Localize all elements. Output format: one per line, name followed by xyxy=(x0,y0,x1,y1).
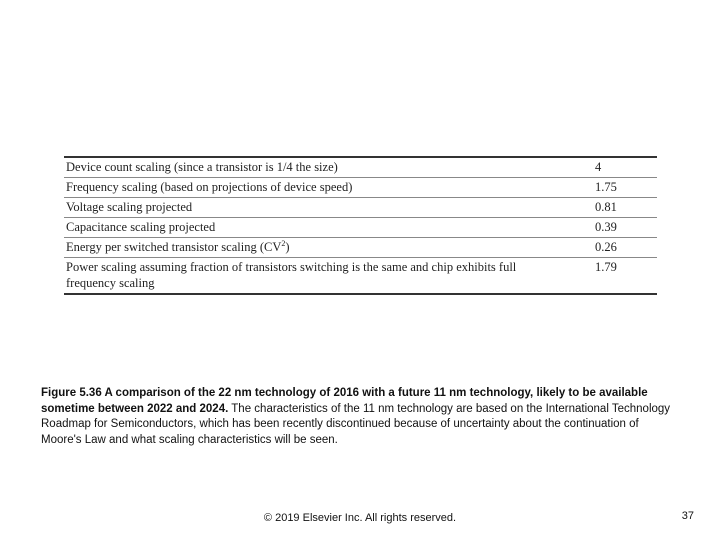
superscript: 2 xyxy=(281,238,286,248)
caption-bold: Figure 5.36 A comparison of the 22 nm technology of 2016 with a future 11 nm technology, likely to be available sometime between 2022 and 2024. xyxy=(41,387,648,415)
row-label-text: Energy per switched transistor scaling (CV xyxy=(66,240,282,254)
table-row xyxy=(64,238,657,258)
table-row xyxy=(64,198,657,218)
row-value: 0.81 xyxy=(595,200,617,214)
caption-text: The characteristics of the 11 nm technology are based on the International Technology Roadmap for Semiconductors, which has been recently discontinued because of uncertainty about the continuation of Moore's Law and what scaling characteristics will be seen. xyxy=(41,402,671,446)
scaling-table xyxy=(64,156,657,295)
page-number: 37 xyxy=(681,510,694,522)
row-label: Capacitance scaling projected xyxy=(66,220,216,234)
row-value: 1.75 xyxy=(595,180,617,194)
row-value: 0.39 xyxy=(595,220,617,234)
figure-caption xyxy=(41,386,681,448)
table-row xyxy=(64,258,657,293)
table-row xyxy=(64,178,657,198)
row-value: 0.26 xyxy=(595,240,617,254)
row-label: Power scaling assuming fraction of transistors switching is the same and chip exhibits full frequency scaling xyxy=(66,260,517,290)
copyright-footer: © 2019 Elsevier Inc. All rights reserved. xyxy=(263,512,457,524)
row-label: Voltage scaling projected xyxy=(66,200,193,214)
table-row xyxy=(64,158,657,178)
row-label xyxy=(66,239,595,255)
table-row xyxy=(64,218,657,238)
row-value: 4 xyxy=(595,160,602,174)
row-label: Frequency scaling (based on projections of device speed) xyxy=(66,180,353,194)
row-value: 1.79 xyxy=(595,260,617,274)
row-label-end: ) xyxy=(285,240,290,254)
row-label: Device count scaling (since a transistor is 1/4 the size) xyxy=(66,160,338,174)
